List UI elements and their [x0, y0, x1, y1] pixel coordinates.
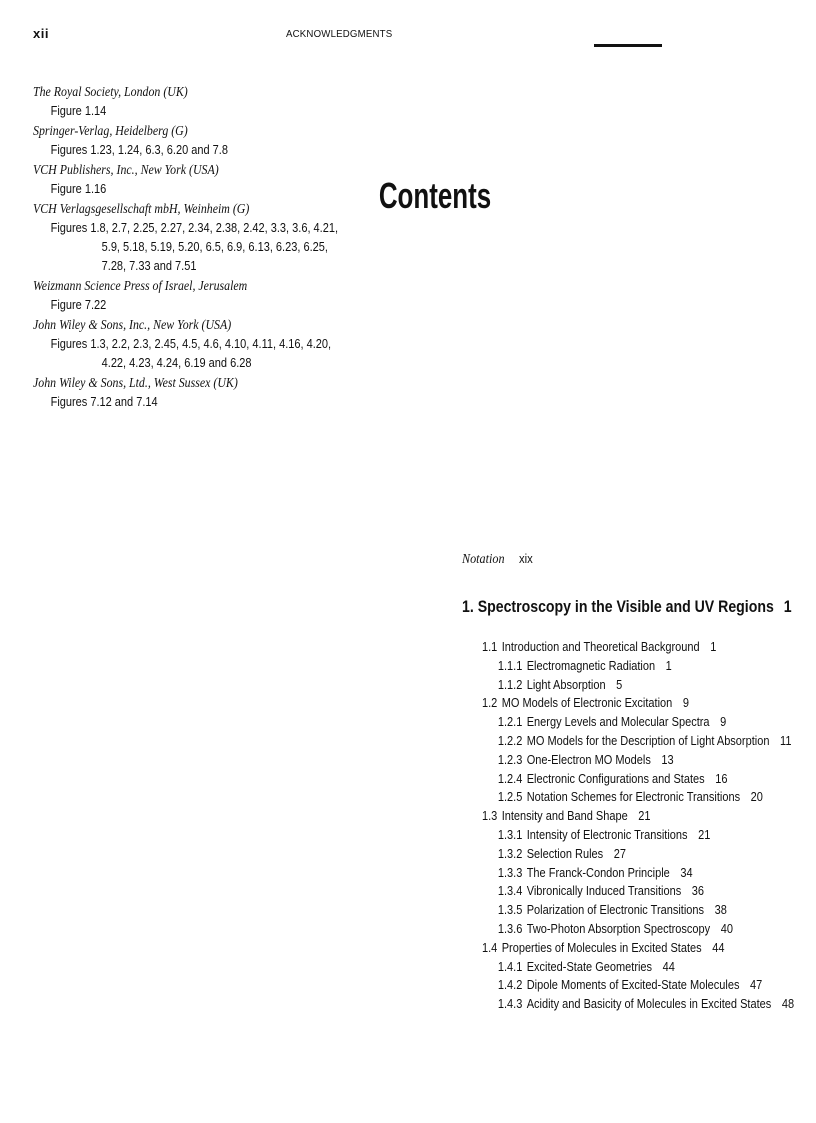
toc-title: Selection Rules: [526, 846, 604, 861]
toc-subsection: [482, 676, 799, 695]
toc-page: 16: [715, 771, 728, 786]
notation-page: xix: [518, 552, 533, 566]
ack-publisher: John Wiley & Sons, Inc., New York (USA): [33, 317, 232, 332]
toc-page: 40: [720, 921, 733, 936]
toc-number: 1.2.4: [497, 771, 523, 786]
toc-number: 1.3.4: [497, 884, 523, 899]
toc-page: 13: [661, 752, 674, 767]
toc-title: Electronic Configurations and States: [526, 771, 705, 786]
toc-subsection: [482, 732, 799, 751]
toc-list: [482, 638, 799, 1014]
ack-figures: Figure 1.16: [50, 182, 107, 196]
ack-entry: [33, 82, 350, 121]
acknowledgments-list: [33, 82, 350, 412]
toc-page: 38: [714, 903, 727, 918]
toc-page: 34: [680, 865, 693, 880]
toc-page: 1: [710, 640, 717, 654]
toc-title: Polarization of Electronic Transitions: [526, 903, 705, 918]
toc-number: 1.3.5: [497, 903, 523, 918]
toc-subsection: [482, 976, 799, 995]
toc-page: 47: [750, 978, 763, 993]
ack-publisher: The Royal Society, London (UK): [33, 84, 188, 99]
toc-number: 1.4: [482, 940, 498, 955]
toc-subsection: [482, 920, 799, 939]
toc-page: 9: [682, 696, 689, 711]
toc-number: 1.3.1: [497, 827, 523, 842]
toc-title: Introduction and Theoretical Background: [501, 640, 700, 654]
page-number: xii: [33, 26, 49, 41]
chapter-title: 1. Spectroscopy in the Visible and UV Regions: [462, 597, 774, 616]
ack-entry: [33, 373, 350, 412]
ack-publisher: VCH Publishers, Inc., New York (USA): [33, 162, 219, 177]
toc-title: MO Models for the Description of Light Absorption: [526, 733, 770, 748]
toc-title: Dipole Moments of Excited-State Molecules: [526, 978, 740, 993]
toc-number: 1.4.2: [497, 978, 523, 993]
ack-figures: Figure 1.14: [50, 104, 107, 118]
toc-title: Properties of Molecules in Excited States: [501, 940, 702, 955]
toc-page: 44: [712, 940, 725, 955]
ack-figures: Figures 1.23, 1.24, 6.3, 6.20 and 7.8: [50, 143, 228, 157]
contents-title: Contents: [378, 175, 492, 216]
toc-page: 27: [613, 846, 626, 861]
toc-subsection: [482, 882, 799, 901]
chapter-page: 1: [783, 597, 792, 616]
toc-section: [482, 638, 799, 657]
toc-number: 1.1.1: [497, 658, 523, 673]
toc-title: Electromagnetic Radiation: [526, 658, 656, 673]
toc-page: 20: [750, 790, 763, 805]
ack-publisher: Springer-Verlag, Heidelberg (G): [33, 123, 188, 138]
toc-title: MO Models of Electronic Excitation: [501, 696, 673, 711]
toc-number: 1.3.3: [497, 865, 523, 880]
toc-number: 1.4.3: [497, 997, 523, 1012]
ack-publisher: VCH Verlagsgesellschaft mbH, Weinheim (G): [33, 201, 250, 216]
toc-title: Energy Levels and Molecular Spectra: [526, 715, 710, 730]
toc-subsection: [482, 995, 799, 1014]
notation-label: Notation: [462, 551, 505, 566]
toc-page: 1: [665, 658, 672, 673]
toc-page: 44: [662, 959, 675, 974]
title-rule: [594, 44, 662, 47]
ack-publisher: John Wiley & Sons, Ltd., West Sussex (UK): [33, 375, 238, 390]
toc-subsection: [482, 845, 799, 864]
toc-title: Intensity of Electronic Transitions: [526, 827, 688, 842]
toc-title: Notation Schemes for Electronic Transitions: [526, 790, 741, 805]
toc-title: One-Electron MO Models: [526, 752, 651, 767]
toc-subsection: [482, 770, 799, 789]
toc-title: The Franck-Condon Principle: [526, 865, 670, 880]
ack-figures: Figures 1.8, 2.7, 2.25, 2.27, 2.34, 2.38, 2.42, 3.3, 3.6, 4.21, 5.9, 5.18, 5.19, 5.20, 6.5, 6.9, 6.13, 6.23, 6.25, 7.28, 7.33 and 7.51: [50, 221, 339, 273]
toc-title: Acidity and Basicity of Molecules in Excited States: [526, 997, 772, 1012]
ack-entry: [33, 315, 350, 373]
ack-entry: [33, 121, 350, 160]
toc-section: [482, 807, 799, 826]
toc-section: [482, 694, 799, 713]
toc-title: Two-Photon Absorption Spectroscopy: [526, 921, 711, 936]
ack-publisher: Weizmann Science Press of Israel, Jerusalem: [33, 278, 248, 293]
toc-title: Light Absorption: [526, 677, 606, 692]
toc-page: 9: [720, 715, 727, 730]
toc-title: Intensity and Band Shape: [501, 809, 628, 824]
ack-figures: Figures 7.12 and 7.14: [50, 395, 158, 409]
toc-page: 48: [781, 997, 795, 1012]
toc-number: 1.3.6: [497, 921, 523, 936]
toc-subsection: [482, 864, 799, 883]
ack-figures: Figure 7.22: [50, 298, 107, 312]
toc-title: Vibronically Induced Transitions: [526, 884, 682, 899]
toc-number: 1.2.1: [497, 715, 523, 730]
toc-number: 1.2: [482, 696, 498, 711]
toc-subsection: [482, 826, 799, 845]
toc-subsection: [482, 901, 799, 920]
toc-subsection: [482, 958, 799, 977]
toc-subsection: [482, 657, 799, 676]
toc-page: 5: [616, 677, 623, 692]
notation-entry: [462, 551, 533, 567]
toc-page: 21: [698, 827, 711, 842]
toc-page: 11: [780, 733, 792, 748]
toc-subsection: [482, 751, 799, 770]
toc-number: 1.1.2: [497, 677, 523, 692]
toc-number: 1.3.2: [497, 846, 523, 861]
toc-number: 1.4.1: [497, 959, 523, 974]
toc-subsection: [482, 788, 799, 807]
toc-page: 36: [691, 884, 705, 899]
ack-figures: Figures 1.3, 2.2, 2.3, 2.45, 4.5, 4.6, 4.10, 4.11, 4.16, 4.20, 4.22, 4.23, 4.24, 6.19 and 6.28: [50, 337, 332, 370]
toc-number: 1.1: [482, 640, 498, 654]
toc-number: 1.3: [482, 809, 498, 824]
toc-page: 21: [638, 809, 651, 824]
toc-number: 1.2.3: [497, 752, 523, 767]
toc-section: [482, 939, 799, 958]
chapter-heading: [462, 597, 792, 617]
toc-subsection: [482, 713, 799, 732]
toc-number: 1.2.2: [497, 733, 523, 748]
ack-entry: [33, 276, 350, 315]
toc-title: Excited-State Geometries: [526, 959, 653, 974]
running-head: ACKNOWLEDGMENTS: [286, 28, 393, 40]
toc-number: 1.2.5: [497, 790, 523, 805]
